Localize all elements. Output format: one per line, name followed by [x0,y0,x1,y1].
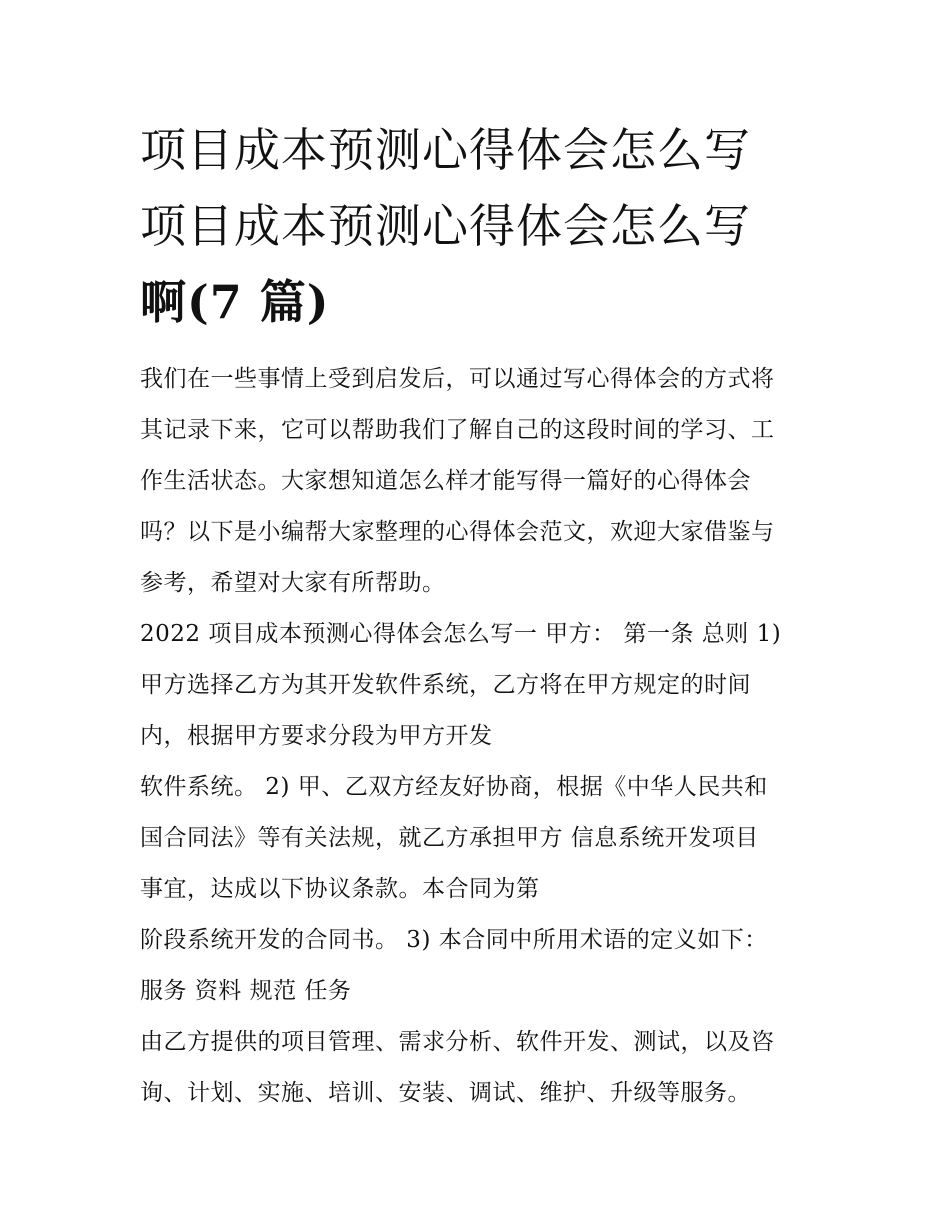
body-line-3: 作生活状态。大家想知道怎么样才能写得一篇好的心得体会 [140,468,751,494]
body-line-14: 由乙方提供的项目管理、需求分析、软件开发、测试，以及咨 [140,1029,775,1055]
body-line-6: 2022 项目成本预测心得体会怎么写一 甲方： 第一条 总则 1) [140,621,782,647]
body-line-15: 询、计划、实施、培训、安装、调试、维护、升级等服务。 [140,1080,751,1106]
body-line-10: 国合同法》等有关法规，就乙方承担甲方 信息系统开发项目 [140,825,759,851]
body-line-12: 阶段系统开发的合同书。 3) 本合同中所用术语的定义如下： [140,927,768,953]
title-line-3: 啊(7 篇) [140,275,330,329]
title-line-1: 项目成本预测心得体会怎么写 [140,123,751,177]
title-line-2: 项目成本预测心得体会怎么写 [140,199,751,253]
body-line-7: 甲方选择乙方为其开发软件系统，乙方将在甲方规定的时间 [140,672,751,698]
body-line-11: 事宜，达成以下协议条款。本合同为第 [140,876,540,902]
body-line-1: 我们在一些事情上受到启发后，可以通过写心得体会的方式将 [140,366,775,392]
body-line-4: 吗？以下是小编帮大家整理的心得体会范文，欢迎大家借鉴与 [140,519,775,545]
body-line-8: 内，根据甲方要求分段为甲方开发 [140,723,493,749]
body-line-9: 软件系统。 2) 甲、乙双方经友好协商，根据《中华人民共和 [140,774,768,800]
body-line-5: 参考，希望对大家有所帮助。 [140,570,446,596]
body-line-2: 其记录下来，它可以帮助我们了解自己的这段时间的学习、工 [140,417,775,443]
document-body [140,354,830,1119]
body-line-13: 服务 资料 规范 任务 [140,978,352,1004]
document-title [140,112,820,340]
